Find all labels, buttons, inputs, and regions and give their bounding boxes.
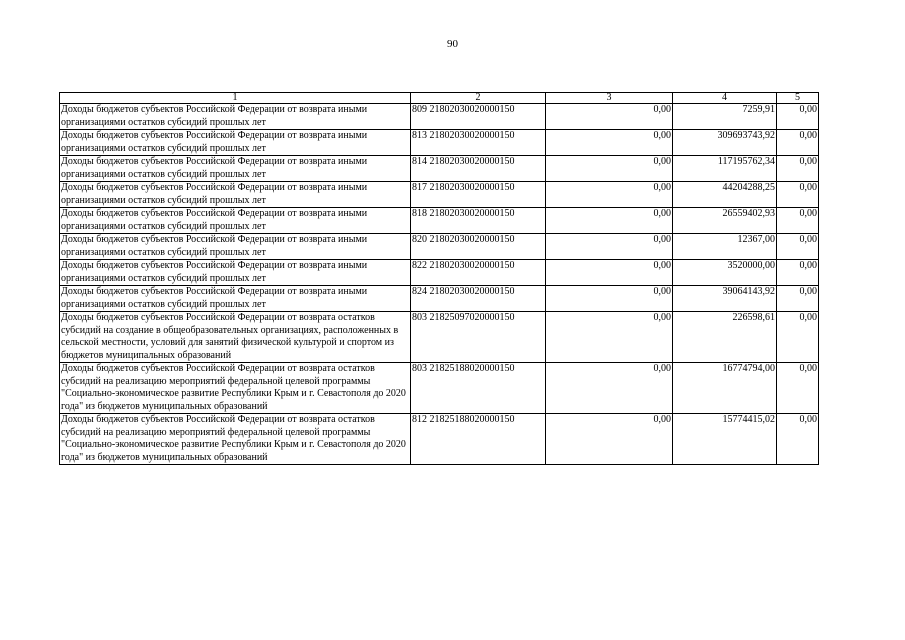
- row-col5: 0,00: [777, 208, 819, 234]
- row-col3: 0,00: [546, 363, 673, 414]
- row-col4: 39064143,92: [673, 286, 777, 312]
- table-row: [60, 286, 819, 312]
- row-code: 812 21825188020000150: [411, 414, 546, 465]
- row-col5: 0,00: [777, 104, 819, 130]
- row-col4: 226598,61: [673, 312, 777, 363]
- table-row: [60, 312, 819, 363]
- table-row: [60, 130, 819, 156]
- table-row: [60, 234, 819, 260]
- table-row: [60, 156, 819, 182]
- row-col3: 0,00: [546, 104, 673, 130]
- row-name: Доходы бюджетов субъектов Российской Федерации от возврата иными организациями остатков субсидий прошлых лет: [60, 182, 411, 208]
- row-col5: 0,00: [777, 234, 819, 260]
- row-col4: 3520000,00: [673, 260, 777, 286]
- row-code: 814 21802030020000150: [411, 156, 546, 182]
- row-col4: 26559402,93: [673, 208, 777, 234]
- row-code: 809 21802030020000150: [411, 104, 546, 130]
- row-col4: 309693743,92: [673, 130, 777, 156]
- table-row: [60, 208, 819, 234]
- row-col5: 0,00: [777, 414, 819, 465]
- row-code: 803 21825188020000150: [411, 363, 546, 414]
- row-col5: 0,00: [777, 363, 819, 414]
- row-col4: 117195762,34: [673, 156, 777, 182]
- budget-table: [59, 92, 819, 465]
- row-col3: 0,00: [546, 156, 673, 182]
- table-row: [60, 104, 819, 130]
- row-col5: 0,00: [777, 312, 819, 363]
- header-col-1: 1: [60, 93, 411, 104]
- table-row: [60, 363, 819, 414]
- row-col3: 0,00: [546, 234, 673, 260]
- row-col3: 0,00: [546, 130, 673, 156]
- table-row: [60, 414, 819, 465]
- row-col5: 0,00: [777, 182, 819, 208]
- table-header: [60, 93, 819, 104]
- row-col5: 0,00: [777, 286, 819, 312]
- row-code: 820 21802030020000150: [411, 234, 546, 260]
- table-row: [60, 260, 819, 286]
- table-body: [60, 104, 819, 465]
- header-col-4: 4: [673, 93, 777, 104]
- row-code: 818 21802030020000150: [411, 208, 546, 234]
- row-name: Доходы бюджетов субъектов Российской Федерации от возврата иными организациями остатков субсидий прошлых лет: [60, 130, 411, 156]
- row-name: Доходы бюджетов субъектов Российской Федерации от возврата остатков субсидий на реализацию мероприятий федеральной целевой программы "Социально-экономическое развитие Республики Крым и г. Севастополя до 2020 года" из бюджетов муниципальных образований: [60, 363, 411, 414]
- row-name: Доходы бюджетов субъектов Российской Федерации от возврата иными организациями остатков субсидий прошлых лет: [60, 104, 411, 130]
- page-number: 90: [447, 38, 458, 50]
- header-row: [60, 93, 819, 104]
- row-code: 813 21802030020000150: [411, 130, 546, 156]
- row-name: Доходы бюджетов субъектов Российской Федерации от возврата иными организациями остатков субсидий прошлых лет: [60, 286, 411, 312]
- row-col5: 0,00: [777, 156, 819, 182]
- row-name: Доходы бюджетов субъектов Российской Федерации от возврата иными организациями остатков субсидий прошлых лет: [60, 260, 411, 286]
- header-col-2: 2: [411, 93, 546, 104]
- row-col3: 0,00: [546, 414, 673, 465]
- row-name: Доходы бюджетов субъектов Российской Федерации от возврата иными организациями остатков субсидий прошлых лет: [60, 156, 411, 182]
- row-name: Доходы бюджетов субъектов Российской Федерации от возврата иными организациями остатков субсидий прошлых лет: [60, 208, 411, 234]
- row-code: 817 21802030020000150: [411, 182, 546, 208]
- row-col3: 0,00: [546, 260, 673, 286]
- row-code: 803 21825097020000150: [411, 312, 546, 363]
- row-col5: 0,00: [777, 130, 819, 156]
- row-name: Доходы бюджетов субъектов Российской Федерации от возврата остатков субсидий на создание в общеобразовательных организациях, расположенных в сельской местности, условий для занятий физической культурой и спортом из бюджетов муниципальных образований: [60, 312, 411, 363]
- row-code: 822 21802030020000150: [411, 260, 546, 286]
- row-name: Доходы бюджетов субъектов Российской Федерации от возврата остатков субсидий на реализацию мероприятий федеральной целевой программы "Социально-экономическое развитие Республики Крым и г. Севастополя до 2020 года" из бюджетов муниципальных образований: [60, 414, 411, 465]
- row-col3: 0,00: [546, 286, 673, 312]
- row-code: 824 21802030020000150: [411, 286, 546, 312]
- row-col4: 15774415,02: [673, 414, 777, 465]
- row-col4: 12367,00: [673, 234, 777, 260]
- row-col3: 0,00: [546, 208, 673, 234]
- row-name: Доходы бюджетов субъектов Российской Федерации от возврата иными организациями остатков субсидий прошлых лет: [60, 234, 411, 260]
- row-col4: 16774794,00: [673, 363, 777, 414]
- row-col3: 0,00: [546, 182, 673, 208]
- row-col4: 44204288,25: [673, 182, 777, 208]
- row-col3: 0,00: [546, 312, 673, 363]
- table-row: [60, 182, 819, 208]
- header-col-3: 3: [546, 93, 673, 104]
- row-col5: 0,00: [777, 260, 819, 286]
- header-col-5: 5: [777, 93, 819, 104]
- row-col4: 7259,91: [673, 104, 777, 130]
